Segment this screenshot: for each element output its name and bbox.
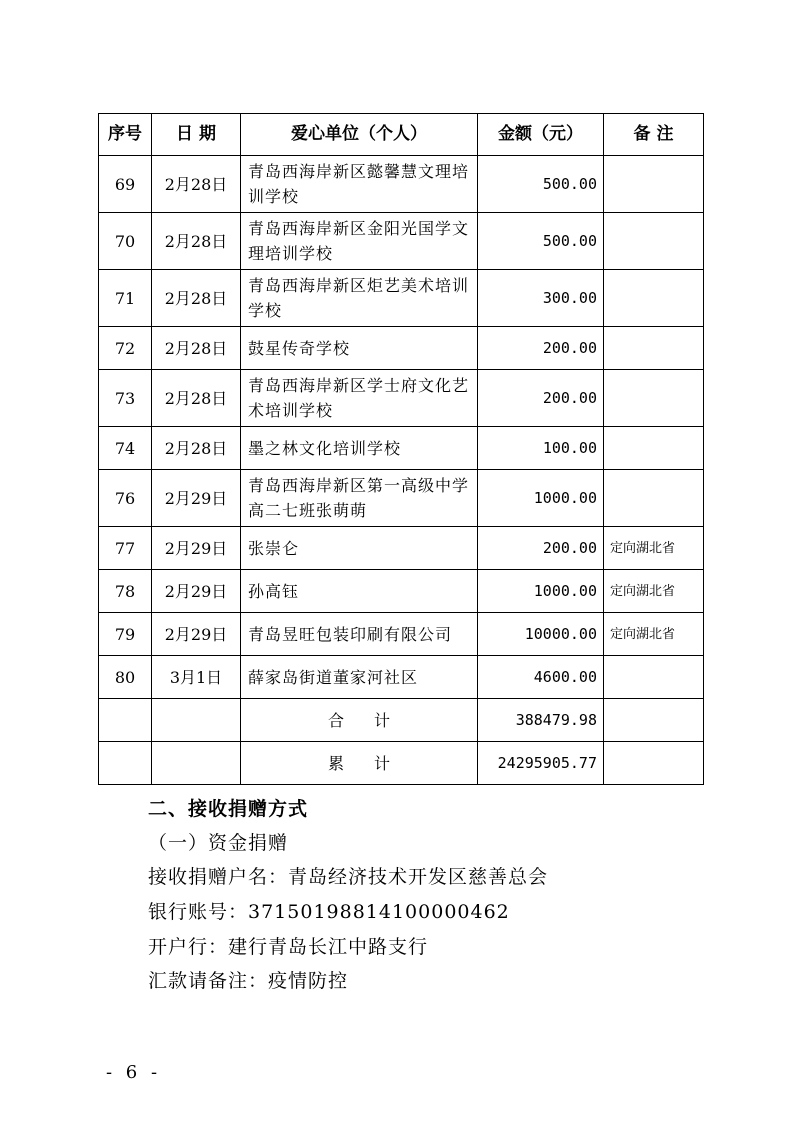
row-no: 79	[99, 613, 152, 656]
table-row	[99, 427, 704, 470]
row-no: 69	[99, 156, 152, 213]
row-donor: 张崇仑	[241, 527, 478, 570]
table-row	[99, 370, 704, 427]
table-row	[99, 156, 704, 213]
row-donor: 青岛西海岸新区学士府文化艺术培训学校	[241, 370, 478, 427]
header-amount: 金额（元）	[478, 114, 604, 156]
row-note	[604, 327, 704, 370]
row-donor: 青岛西海岸新区懿馨慧文理培训学校	[241, 156, 478, 213]
row-note	[604, 470, 704, 527]
row-date: 2月28日	[152, 213, 241, 270]
row-no: 76	[99, 470, 152, 527]
header-date: 日 期	[152, 114, 241, 156]
subtotal-row	[99, 699, 704, 742]
page-number: - 6 -	[106, 1062, 162, 1083]
row-amount: 200.00	[478, 527, 604, 570]
row-amount: 4600.00	[478, 656, 604, 699]
row-amount: 500.00	[478, 213, 604, 270]
row-date: 2月28日	[152, 370, 241, 427]
row-date: 2月28日	[152, 427, 241, 470]
row-note	[604, 156, 704, 213]
table-row	[99, 327, 704, 370]
cumulative-label: 累计	[241, 742, 478, 785]
row-note	[604, 270, 704, 327]
row-amount: 10000.00	[478, 613, 604, 656]
row-note	[604, 427, 704, 470]
row-date: 2月29日	[152, 613, 241, 656]
cumulative-amount: 24295905.77	[478, 742, 604, 785]
row-donor: 孙高钰	[241, 570, 478, 613]
header-no: 序号	[99, 114, 152, 156]
row-date: 2月29日	[152, 570, 241, 613]
account-number: 银行账号：37150198814100000462	[148, 901, 510, 923]
row-amount: 1000.00	[478, 570, 604, 613]
subtotal-label: 合计	[241, 699, 478, 742]
row-amount: 500.00	[478, 156, 604, 213]
row-no: 70	[99, 213, 152, 270]
subtotal-amount: 388479.98	[478, 699, 604, 742]
donation-table	[98, 113, 704, 785]
row-no: 72	[99, 327, 152, 370]
account-name: 接收捐赠户名：青岛经济技术开发区慈善总会	[148, 866, 549, 888]
section-heading: 二、接收捐赠方式	[148, 798, 309, 820]
row-no: 80	[99, 656, 152, 699]
table-row	[99, 570, 704, 613]
section-subheading: （一）资金捐赠	[148, 832, 289, 854]
table-row	[99, 656, 704, 699]
row-date: 2月29日	[152, 470, 241, 527]
row-no: 78	[99, 570, 152, 613]
row-no: 73	[99, 370, 152, 427]
row-note	[604, 656, 704, 699]
table-header-row	[99, 114, 704, 156]
header-donor: 爱心单位（个人）	[241, 114, 478, 156]
row-date: 2月28日	[152, 156, 241, 213]
row-date: 2月28日	[152, 270, 241, 327]
transfer-remark: 汇款请备注：疫情防控	[148, 970, 349, 992]
row-amount: 200.00	[478, 370, 604, 427]
row-no: 74	[99, 427, 152, 470]
row-note: 定向湖北省	[604, 613, 704, 656]
table-row	[99, 270, 704, 327]
row-amount: 200.00	[478, 327, 604, 370]
row-date: 3月1日	[152, 656, 241, 699]
row-note: 定向湖北省	[604, 527, 704, 570]
header-note: 备 注	[604, 114, 704, 156]
row-amount: 100.00	[478, 427, 604, 470]
table-row	[99, 613, 704, 656]
row-date: 2月28日	[152, 327, 241, 370]
bank-branch: 开户行：建行青岛长江中路支行	[148, 936, 429, 958]
row-donor: 墨之林文化培训学校	[241, 427, 478, 470]
row-donor: 青岛西海岸新区炬艺美术培训学校	[241, 270, 478, 327]
row-note	[604, 370, 704, 427]
row-note	[604, 213, 704, 270]
cumulative-row	[99, 742, 704, 785]
row-donor: 薛家岛街道董家河社区	[241, 656, 478, 699]
row-donor: 青岛西海岸新区第一高级中学高二七班张萌萌	[241, 470, 478, 527]
table-row	[99, 213, 704, 270]
row-no: 71	[99, 270, 152, 327]
row-date: 2月29日	[152, 527, 241, 570]
row-donor: 青岛昱旺包装印刷有限公司	[241, 613, 478, 656]
row-note: 定向湖北省	[604, 570, 704, 613]
row-donor: 鼓星传奇学校	[241, 327, 478, 370]
row-amount: 1000.00	[478, 470, 604, 527]
table-row	[99, 527, 704, 570]
table-row	[99, 470, 704, 527]
row-donor: 青岛西海岸新区金阳光国学文理培训学校	[241, 213, 478, 270]
row-no: 77	[99, 527, 152, 570]
row-amount: 300.00	[478, 270, 604, 327]
